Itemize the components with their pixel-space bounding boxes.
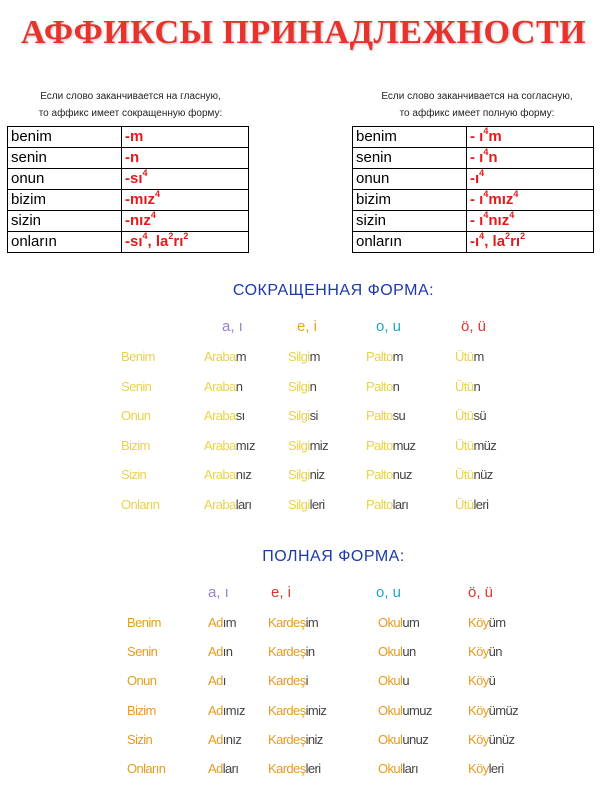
affix-text: , la bbox=[484, 233, 506, 250]
harmony-index: 4 bbox=[479, 231, 485, 241]
word-suffix: ün bbox=[488, 644, 502, 660]
affix-text: -ı bbox=[470, 233, 480, 250]
word-form bbox=[468, 615, 505, 630]
word-suffix: n bbox=[392, 378, 400, 394]
word-stem: Ütü bbox=[455, 437, 474, 453]
vowel-header: a, ı bbox=[208, 584, 229, 601]
word-suffix: in bbox=[305, 644, 315, 660]
consonant-rule-line-1: Если слово заканчивается на согласную, bbox=[381, 91, 573, 102]
word-suffix: ın bbox=[222, 644, 233, 660]
affix-text: mız bbox=[488, 191, 514, 208]
table-row bbox=[8, 148, 249, 169]
vowel-header: o, u bbox=[376, 318, 402, 335]
word-suffix: müz bbox=[473, 437, 497, 453]
harmony-index: 4 bbox=[483, 210, 489, 220]
harmony-index: 4 bbox=[479, 168, 485, 178]
word-form bbox=[455, 467, 493, 482]
word-form bbox=[204, 467, 251, 482]
word-form bbox=[455, 497, 488, 512]
affix-cell bbox=[122, 148, 249, 169]
vowel-header: ö, ü bbox=[468, 584, 494, 601]
affix-text: rı bbox=[510, 233, 521, 250]
pronoun-cell: benim bbox=[353, 127, 467, 148]
affix-cell bbox=[467, 232, 594, 253]
word-stem: Okul bbox=[378, 761, 403, 776]
pronoun-label: Benim bbox=[127, 615, 161, 630]
word-stem: Palto bbox=[366, 378, 393, 394]
word-stem: Silgi bbox=[288, 437, 310, 453]
word-form bbox=[378, 732, 428, 747]
pronoun-label: Bizim bbox=[127, 702, 156, 718]
pronoun-cell: sizin bbox=[353, 211, 467, 232]
pronoun-label: Benim bbox=[121, 349, 155, 364]
word-stem: Okul bbox=[378, 731, 403, 747]
table-row bbox=[353, 211, 594, 232]
vowel-rule-line-1: Если слово заканчивается на гласную, bbox=[40, 91, 221, 102]
pronoun-cell: onların bbox=[353, 232, 467, 253]
word-stem: Okul bbox=[378, 673, 403, 689]
word-form bbox=[268, 703, 326, 718]
affix-cell bbox=[467, 169, 594, 190]
word-suffix: su bbox=[392, 408, 406, 423]
word-stem: Araba bbox=[204, 378, 236, 394]
table-row bbox=[353, 148, 594, 169]
word-suffix: si bbox=[309, 408, 318, 423]
word-form bbox=[288, 349, 320, 364]
word-suffix: m bbox=[392, 349, 403, 364]
word-stem: Palto bbox=[366, 467, 393, 482]
word-form bbox=[268, 673, 308, 688]
pronoun-cell: onun bbox=[8, 169, 122, 190]
word-suffix: mız bbox=[235, 437, 255, 453]
vowel-header: o, u bbox=[376, 584, 402, 601]
word-form bbox=[208, 703, 245, 718]
word-suffix: im bbox=[305, 615, 319, 630]
table-row bbox=[8, 232, 249, 253]
consonant-affix-table bbox=[352, 126, 594, 253]
pronoun-label: Onun bbox=[127, 673, 157, 689]
word-form bbox=[208, 732, 241, 747]
pronoun-label: Sizin bbox=[121, 467, 147, 482]
word-form bbox=[288, 438, 328, 453]
word-suffix: un bbox=[402, 644, 416, 660]
full-form-title: ПОЛНАЯ ФОРМА: bbox=[262, 548, 405, 565]
word-stem: Ad bbox=[208, 644, 223, 660]
word-suffix: umuz bbox=[402, 702, 432, 718]
word-stem: Palto bbox=[366, 408, 393, 423]
word-form bbox=[204, 349, 246, 364]
word-form bbox=[208, 673, 226, 688]
pronoun-cell: bizim bbox=[8, 190, 122, 211]
affix-cell bbox=[467, 148, 594, 169]
table-row bbox=[8, 127, 249, 148]
pronoun-label: Sizin bbox=[127, 731, 153, 747]
word-suffix: nız bbox=[235, 467, 252, 482]
pronoun-label: Onların bbox=[121, 496, 160, 512]
word-form bbox=[268, 732, 323, 747]
word-stem: Ütü bbox=[455, 378, 474, 394]
word-form bbox=[468, 644, 502, 659]
affix-cell bbox=[122, 232, 249, 253]
word-form bbox=[468, 732, 514, 747]
word-suffix: unuz bbox=[402, 731, 429, 747]
word-suffix: n bbox=[235, 378, 243, 394]
vowel-header: ö, ü bbox=[461, 318, 487, 335]
word-form bbox=[204, 438, 255, 453]
affix-cell bbox=[122, 127, 249, 148]
word-stem: Ad bbox=[208, 702, 223, 718]
word-form bbox=[455, 438, 496, 453]
affix-cell bbox=[467, 190, 594, 211]
affix-text: - ı bbox=[470, 191, 484, 208]
word-form bbox=[468, 761, 504, 776]
word-form bbox=[366, 467, 412, 482]
affix-text: - ı bbox=[470, 149, 484, 166]
vowel-rule-line-2: то аффикс имеет сокращенную форму: bbox=[38, 108, 223, 119]
harmony-index: 2 bbox=[505, 231, 511, 241]
word-stem: Araba bbox=[204, 349, 236, 364]
word-stem: Ad bbox=[208, 673, 223, 689]
word-stem: Ütü bbox=[455, 496, 474, 512]
word-suffix: sü bbox=[473, 408, 486, 423]
word-stem: Araba bbox=[204, 496, 236, 512]
word-form bbox=[208, 615, 236, 630]
pronoun-label: Onun bbox=[121, 408, 151, 423]
word-stem: Köy bbox=[468, 673, 489, 689]
table-row bbox=[8, 190, 249, 211]
word-form bbox=[468, 703, 518, 718]
affix-text: m bbox=[488, 128, 502, 145]
word-stem: Ad bbox=[208, 761, 223, 776]
affix-text: -ı bbox=[470, 170, 480, 187]
affix-cell bbox=[467, 127, 594, 148]
affix-cell bbox=[122, 169, 249, 190]
vowel-rule-note bbox=[8, 88, 253, 122]
word-stem: Palto bbox=[366, 496, 393, 512]
word-form bbox=[204, 408, 245, 423]
word-suffix: ımız bbox=[222, 702, 245, 718]
harmony-index: 2 bbox=[168, 231, 174, 241]
word-form bbox=[288, 408, 318, 423]
word-form bbox=[208, 644, 232, 659]
word-form bbox=[268, 761, 321, 776]
affix-text: -sı bbox=[125, 233, 143, 250]
affix-cell bbox=[467, 211, 594, 232]
word-form bbox=[468, 673, 495, 688]
affix-text: -mız bbox=[125, 191, 155, 208]
word-suffix: imiz bbox=[305, 702, 327, 718]
harmony-index: 4 bbox=[483, 189, 489, 199]
affix-text: - ı bbox=[470, 212, 484, 229]
table-row bbox=[353, 190, 594, 211]
word-form bbox=[366, 349, 403, 364]
word-suffix: ları bbox=[235, 496, 252, 512]
word-suffix: nüz bbox=[473, 467, 493, 482]
word-stem: Kardeş bbox=[268, 731, 306, 747]
word-form bbox=[208, 761, 238, 776]
word-suffix: üm bbox=[488, 615, 506, 630]
harmony-index: 4 bbox=[509, 210, 515, 220]
vowel-affix-table bbox=[7, 126, 249, 253]
pronoun-cell: senin bbox=[8, 148, 122, 169]
word-stem: Ütü bbox=[455, 349, 474, 364]
consonant-rule-note bbox=[352, 88, 602, 122]
word-stem: Kardeş bbox=[268, 615, 306, 630]
word-stem: Kardeş bbox=[268, 673, 306, 689]
affix-text: - ı bbox=[470, 128, 484, 145]
word-stem: Silgi bbox=[288, 467, 310, 482]
affix-text: rı bbox=[173, 233, 184, 250]
word-suffix: nuz bbox=[392, 467, 412, 482]
pronoun-label: Senin bbox=[121, 378, 152, 394]
word-suffix: m bbox=[235, 349, 246, 364]
word-stem: Araba bbox=[204, 467, 236, 482]
vowel-header: e, i bbox=[271, 584, 292, 601]
word-stem: Silgi bbox=[288, 408, 310, 423]
affix-text: n bbox=[488, 149, 498, 166]
pronoun-cell: onun bbox=[353, 169, 467, 190]
word-suffix: ünüz bbox=[488, 731, 515, 747]
word-suffix: ınız bbox=[222, 731, 242, 747]
word-form bbox=[268, 615, 318, 630]
word-stem: Okul bbox=[378, 644, 403, 660]
harmony-index: 2 bbox=[520, 231, 526, 241]
word-stem: Palto bbox=[366, 349, 393, 364]
word-suffix: u bbox=[402, 673, 409, 689]
affix-cell bbox=[122, 190, 249, 211]
word-stem: Ütü bbox=[455, 467, 474, 482]
pronoun-label: Onların bbox=[127, 761, 166, 776]
word-form bbox=[378, 644, 416, 659]
word-form bbox=[378, 761, 418, 776]
word-stem: Araba bbox=[204, 437, 236, 453]
word-form bbox=[455, 408, 486, 423]
affix-text: nız bbox=[488, 212, 510, 229]
word-stem: Silgi bbox=[288, 349, 310, 364]
word-stem: Kardeş bbox=[268, 761, 306, 776]
word-form bbox=[378, 703, 432, 718]
word-stem: Kardeş bbox=[268, 644, 306, 660]
harmony-index: 4 bbox=[155, 189, 161, 199]
word-suffix: n bbox=[473, 378, 481, 394]
word-stem: Köy bbox=[468, 702, 489, 718]
word-form bbox=[366, 379, 399, 394]
table-row bbox=[353, 232, 594, 253]
word-stem: Ütü bbox=[455, 408, 474, 423]
pronoun-label: Bizim bbox=[121, 437, 150, 453]
word-stem: Köy bbox=[468, 761, 489, 776]
pronoun-cell: senin bbox=[353, 148, 467, 169]
word-stem: Okul bbox=[378, 702, 403, 718]
vowel-header: e, i bbox=[297, 318, 318, 335]
affix-cell bbox=[122, 211, 249, 232]
word-form bbox=[455, 379, 480, 394]
consonant-rule-line-2: то аффикс имеет полную форму: bbox=[399, 108, 555, 119]
word-stem: Ad bbox=[208, 731, 223, 747]
pronoun-cell: onların bbox=[8, 232, 122, 253]
table-row bbox=[8, 169, 249, 190]
word-suffix: i bbox=[305, 673, 308, 689]
word-suffix: ım bbox=[222, 615, 236, 630]
word-form bbox=[455, 349, 484, 364]
pronoun-cell: benim bbox=[8, 127, 122, 148]
word-suffix: ları bbox=[222, 761, 239, 776]
word-stem: Köy bbox=[468, 615, 489, 630]
word-stem: Okul bbox=[378, 615, 403, 630]
word-form bbox=[366, 408, 405, 423]
word-suffix: muz bbox=[392, 437, 416, 453]
affix-text: , la bbox=[147, 233, 169, 250]
word-suffix: ları bbox=[392, 496, 409, 512]
harmony-index: 4 bbox=[483, 126, 489, 136]
word-suffix: leri bbox=[473, 496, 489, 512]
table-row bbox=[353, 169, 594, 190]
short-form-title: СОКРАЩЕННАЯ ФОРМА: bbox=[232, 282, 435, 299]
table-row bbox=[353, 127, 594, 148]
word-suffix: miz bbox=[309, 437, 328, 453]
word-form bbox=[288, 497, 325, 512]
harmony-index: 4 bbox=[483, 147, 489, 157]
word-stem: Silgi bbox=[288, 378, 310, 394]
harmony-index: 4 bbox=[142, 168, 148, 178]
word-suffix: leri bbox=[305, 761, 321, 776]
pronoun-cell: bizim bbox=[353, 190, 467, 211]
word-stem: Kardeş bbox=[268, 702, 306, 718]
harmony-index: 2 bbox=[183, 231, 189, 241]
harmony-index: 4 bbox=[150, 210, 156, 220]
word-form bbox=[366, 438, 415, 453]
harmony-index: 4 bbox=[513, 189, 519, 199]
affix-text: -nız bbox=[125, 212, 151, 229]
word-form bbox=[204, 379, 242, 394]
word-form bbox=[288, 379, 316, 394]
word-suffix: leri bbox=[488, 761, 504, 776]
word-suffix: ları bbox=[402, 761, 419, 776]
word-suffix: niz bbox=[309, 467, 325, 482]
pronoun-label: Senin bbox=[127, 644, 158, 660]
word-suffix: ı bbox=[222, 673, 226, 689]
word-form bbox=[288, 467, 324, 482]
word-suffix: n bbox=[309, 378, 317, 394]
word-form bbox=[378, 673, 409, 688]
affix-text: -n bbox=[125, 149, 140, 166]
word-stem: Ad bbox=[208, 615, 223, 630]
word-suffix: um bbox=[402, 615, 420, 630]
vowel-header: a, ı bbox=[222, 318, 243, 335]
word-suffix: sı bbox=[235, 408, 245, 423]
word-suffix: m bbox=[309, 349, 320, 364]
word-stem: Köy bbox=[468, 731, 489, 747]
word-suffix: ümüz bbox=[488, 702, 518, 718]
word-form bbox=[268, 644, 315, 659]
harmony-index: 4 bbox=[142, 231, 148, 241]
table-row bbox=[8, 211, 249, 232]
word-suffix: m bbox=[473, 349, 484, 364]
word-stem: Palto bbox=[366, 437, 393, 453]
pronoun-cell: sizin bbox=[8, 211, 122, 232]
page-title: АФФИКСЫ ПРИНАДЛЕЖНОСТИ bbox=[20, 14, 587, 51]
word-stem: Araba bbox=[204, 408, 236, 423]
affix-text: -sı bbox=[125, 170, 143, 187]
word-stem: Köy bbox=[468, 644, 489, 660]
word-suffix: iniz bbox=[305, 731, 323, 747]
affix-text: -m bbox=[125, 128, 144, 145]
word-suffix: ü bbox=[488, 673, 496, 689]
word-stem: Silgi bbox=[288, 496, 310, 512]
word-form bbox=[366, 497, 408, 512]
word-suffix: leri bbox=[309, 496, 325, 512]
word-form bbox=[204, 497, 251, 512]
word-form bbox=[378, 615, 419, 630]
